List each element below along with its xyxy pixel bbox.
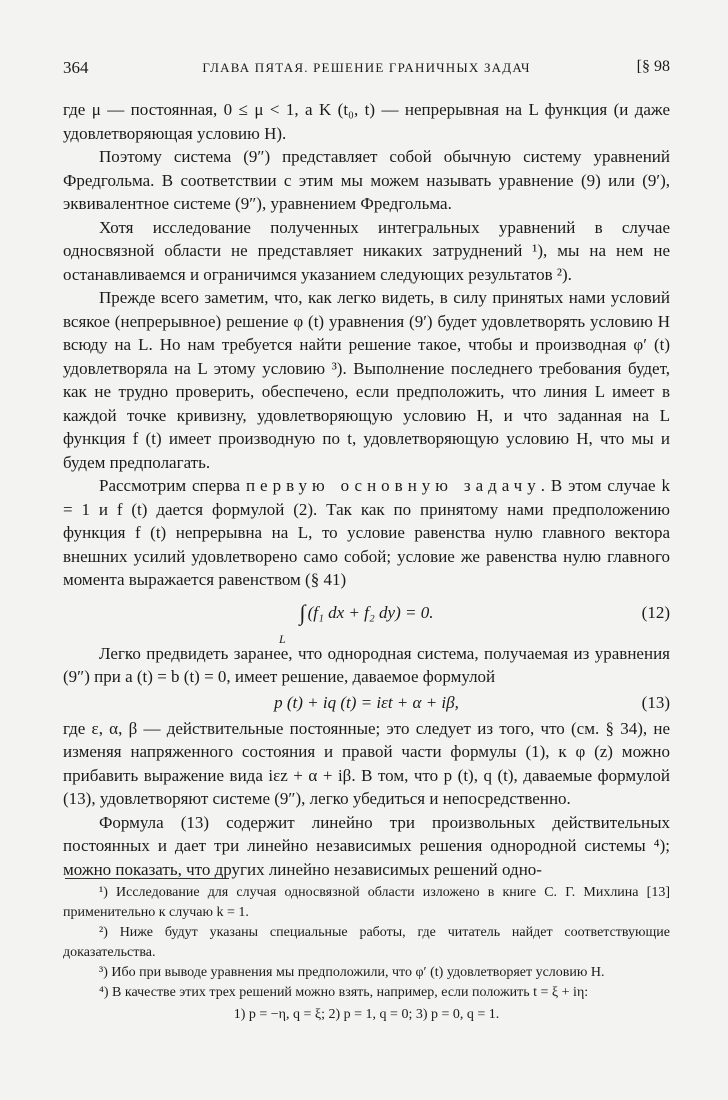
- footnote-4-list: 1) p = −η, q = ξ; 2) p = 1, q = 0; 3) p = 0, q = 1.: [233, 1007, 500, 1022]
- equation-12-number: (12): [641, 602, 670, 622]
- p5-after: . В этом случае k = 1 и f (t) дается формулой (2). Так как по принятому нами предположению функция f (t) непрерывна на L, то условие равенства нулю главного вектора внешних усилий удовлетворено само собой; условие же равенства нулю главного момента выражается равенством (§ 41): [63, 476, 670, 589]
- p5-before: Рассмотрим сперва: [99, 476, 241, 495]
- equation-13-number: (13): [641, 692, 670, 712]
- paragraph-8: Формула (13) содержит линейно три произвольных действительных постоянных и дает три линейно независимых решения однородной системы ⁴); можно показать, что других линейно независимых решений одно-: [63, 812, 670, 879]
- running-header: [63, 58, 670, 84]
- running-title: ГЛАВА ПЯТАЯ. РЕШЕНИЕ ГРАНИЧНЫХ ЗАДАЧ: [202, 60, 531, 75]
- footnote-4: ⁴) В качестве этих трех решений можно взять, например, если положить t = ξ + iη:: [99, 985, 589, 1000]
- integral-sign: ∫: [299, 599, 306, 625]
- body-text: [63, 98, 670, 881]
- paragraph-5: [63, 474, 670, 592]
- equation-12: [63, 593, 670, 646]
- footnote-rule: [65, 878, 229, 879]
- paragraph-4: Прежде всего заметим, что, как легко видеть, в силу принятых нами условий всякое (непрерывное) решение φ (t) уравнения (9′) будет удовлетворять условию H всюду на L. Но нам требуется найти решение такое, чтобы и производная φ′ (t) удовлетворяла на L этому условию ³). Выполнение последнего требования будет, как не трудно проверить, обеспечено, если предположить, что линия L имеет в каждой точке кривизну, удовлетворяющую условию H, и что заданная на L функция f (t) имеет производную по t, удовлетворяющую условию H, что мы и будем предполагать.: [63, 288, 670, 472]
- equation-13-body: p (t) + iq (t) = iεt + α + iβ,: [274, 692, 459, 712]
- footnote-3: ³) Ибо при выводе уравнения мы предположили, что φ′ (t) удовлетворяет условию H.: [99, 965, 605, 980]
- p5-spaced-term: первую основную задачу: [245, 476, 541, 495]
- page-number: 364: [63, 58, 89, 77]
- paragraph-3: Хотя исследование полученных интегральных уравнений в случае односвязной области не представляет никаких затруднений ¹), мы на нем не останавливаемся и ограничимся указанием следующих результатов ²).: [63, 217, 670, 284]
- paragraph-1: где μ — постоянная, 0 ≤ μ < 1, а K (t₀, t) — непрерывная на L функция (и даже удовлетворяющая условию H).: [63, 100, 670, 143]
- integral-subscript: L: [279, 631, 286, 646]
- footnotes: [63, 878, 670, 1025]
- section-ref: [§ 98: [636, 58, 670, 75]
- equation-12-body: (f₁ dx + f₂ dy) = 0.: [307, 602, 434, 622]
- equation-13: [63, 690, 670, 716]
- paragraph-7: где ε, α, β — действительные постоянные; это следует из того, что (см. § 34), не изменяя напряженного состояния и правой части формулы (1), к φ (z) можно прибавить выражение вида iεz + α + iβ. В том, что p (t), q (t), даваемые формулой (13), удовлетворяют системе (9″), легко убедиться и непосредственно.: [63, 718, 670, 808]
- footnote-2: ²) Ниже будут указаны специальные работы, где читатель найдет соответствующие доказательства.: [63, 925, 670, 960]
- footnote-1: ¹) Исследование для случая односвязной области изложено в книге С. Г. Михлина [13] применительно к случаю k = 1.: [63, 885, 670, 920]
- paragraph-2: Поэтому система (9″) представляет собой обычную систему уравнений Фредгольма. В соответствии с этим мы можем называть уравнение (9) или (9′), эквивалентное системе (9″), уравнением Фредгольма.: [63, 147, 670, 213]
- paragraph-6: Легко предвидеть заранее, что однородная система, получаемая из уравнения (9″) при a (t) = b (t) = 0, имеет решение, даваемое формулой: [63, 643, 670, 686]
